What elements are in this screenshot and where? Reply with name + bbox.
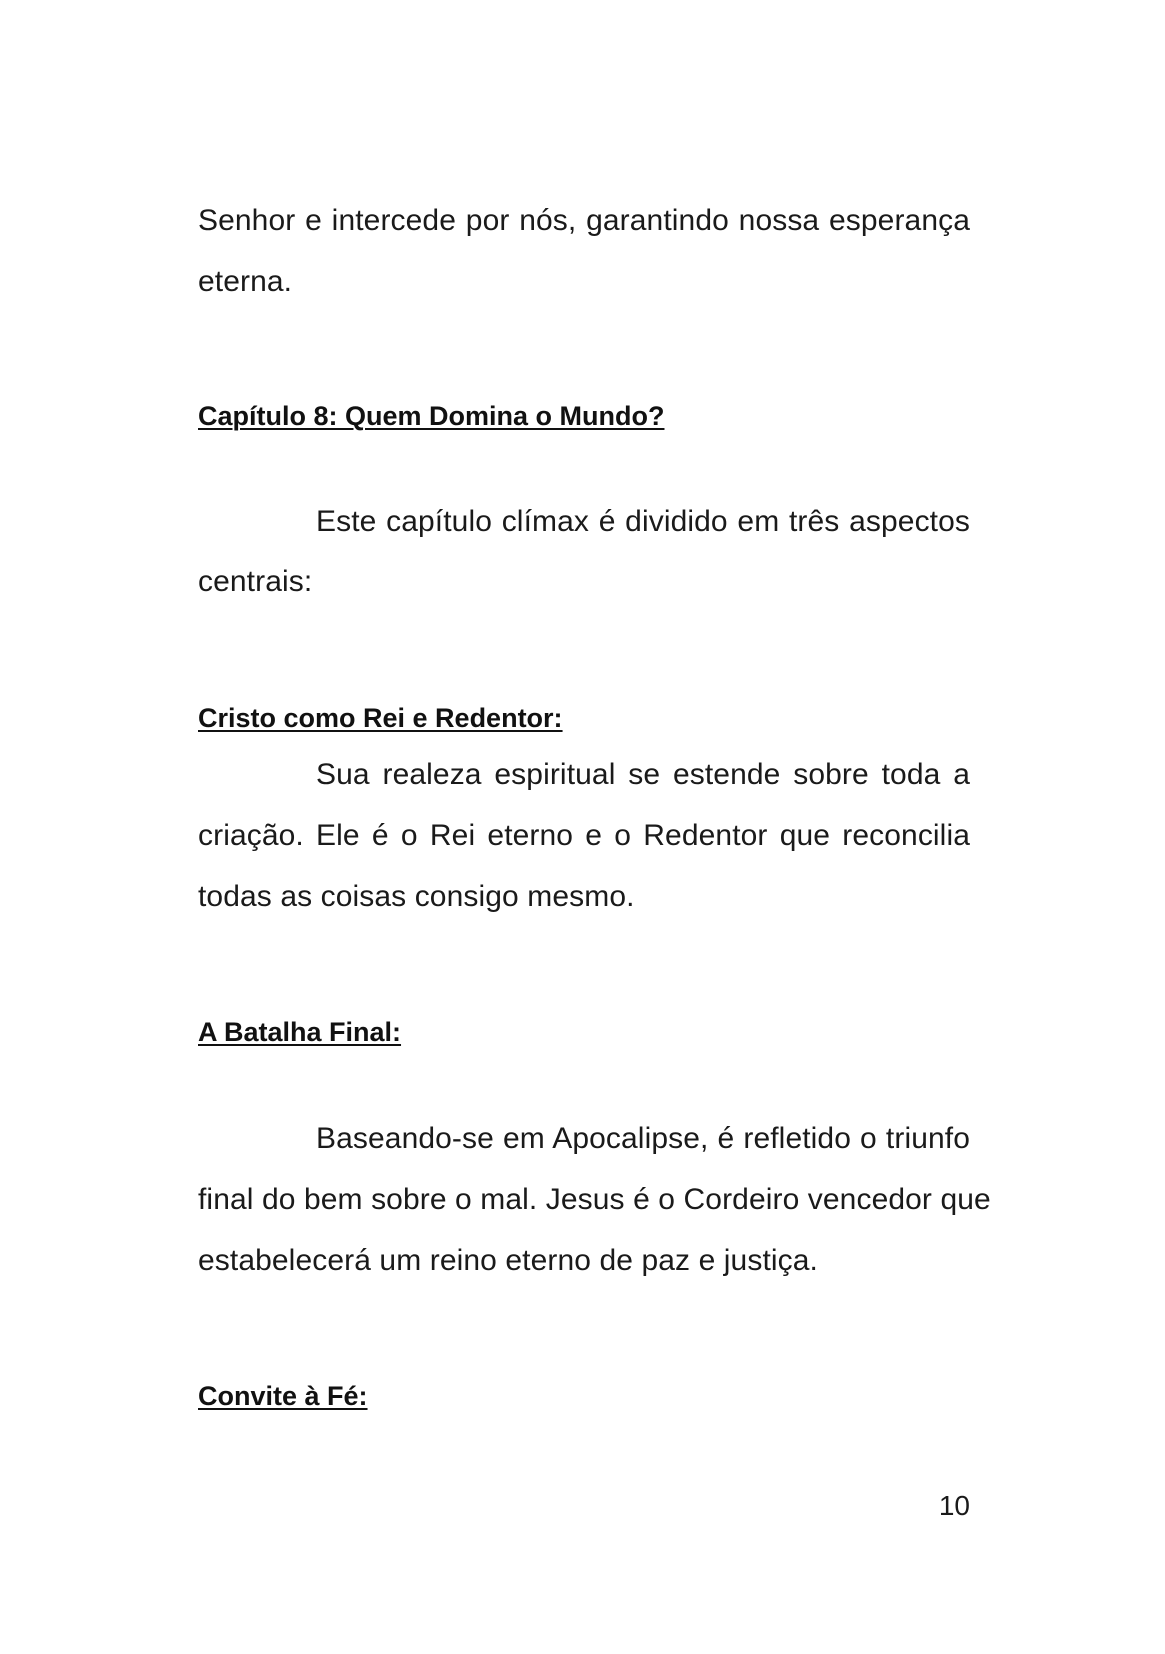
section-heading-rei: Cristo como Rei e Redentor:: [198, 703, 563, 733]
paragraph-line: final do bem sobre o mal. Jesus é o Cordeiro vencedor que: [198, 1183, 991, 1216]
paragraph-line: Baseando-se em Apocalipse, é refletido o triunfo: [316, 1122, 970, 1155]
paragraph-line: todas as coisas consigo mesmo.: [198, 880, 635, 913]
section-heading-batalha: A Batalha Final:: [198, 1017, 402, 1047]
paragraph-line: eterna.: [198, 265, 293, 298]
paragraph-line: Este capítulo clímax é dividido em três aspectos: [316, 505, 970, 538]
section-heading-convite: Convite à Fé:: [198, 1381, 368, 1411]
paragraph-line: centrais:: [198, 565, 313, 598]
paragraph-line: Sua realeza espiritual se estende sobre toda a: [316, 758, 970, 791]
page-number: 10: [938, 1490, 970, 1521]
paragraph-line: estabelecerá um reino eterno de paz e justiça.: [198, 1244, 818, 1277]
paragraph-line: Senhor e intercede por nós, garantindo nossa esperança: [198, 204, 970, 237]
chapter-heading: Capítulo 8: Quem Domina o Mundo?: [198, 401, 665, 431]
paragraph-line: criação. Ele é o Rei eterno e o Redentor que reconcilia: [198, 819, 970, 852]
